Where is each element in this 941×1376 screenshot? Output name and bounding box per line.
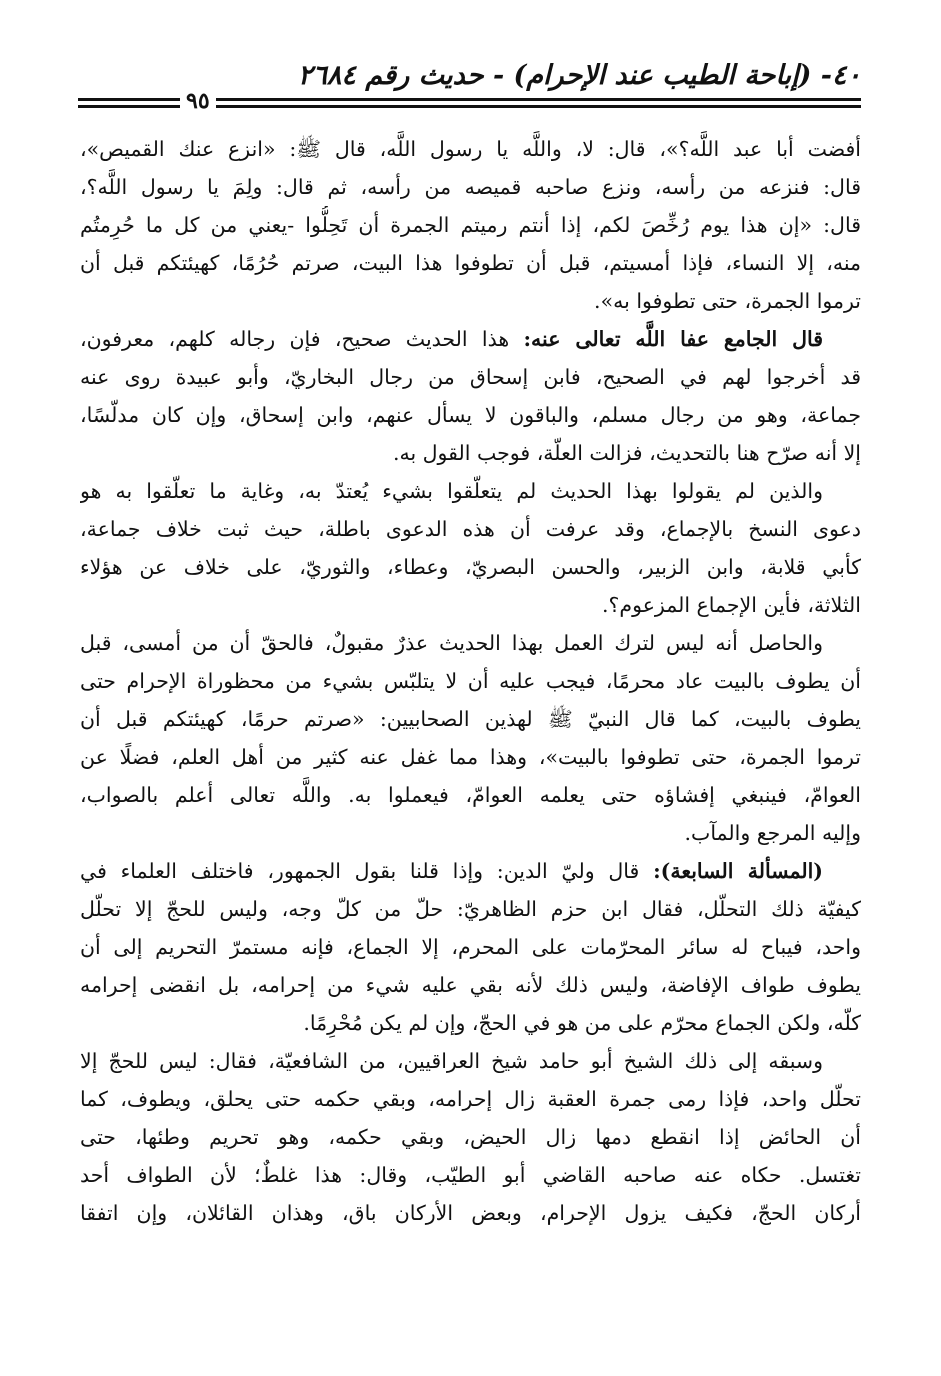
text-line <box>80 510 861 548</box>
line-text: أركان الحجّ، فكيف يزول الإحرام، وبعض الأركان باق، وهذان القائلان، وإن اتفقا <box>80 1201 861 1225</box>
text-line <box>80 472 861 510</box>
line-text: قال وليّ الدين: وإذا قلنا بقول الجمهور، فاختلف العلماء في <box>80 859 654 883</box>
text-line <box>80 548 861 586</box>
line-text: قال: «إن هذا يوم رُخِّصَ لكم، إذا أنتم رميتم الجمرة أن تَحِلُّوا -يعني من كل ما حُرِمتُم <box>80 213 861 237</box>
line-text: والذين لم يقولوا بهذا الحديث لم يتعلّقوا بشيء يُعتدّ به، وغاية ما تعلّقوا به هو <box>80 479 823 503</box>
text-line <box>80 244 861 282</box>
line-text: وإليه المرجع والمآب. <box>684 821 861 845</box>
text-line <box>80 738 861 776</box>
line-text: والحاصل أنه ليس لترك العمل بهذا الحديث عذرٌ مقبولٌ، فالحقّ أن من أمسى، قبل <box>80 631 823 655</box>
text-line <box>80 1194 861 1232</box>
line-text: أن يطوف بالبيت عاد محرمًا، فيجب عليه أن لا يتلبّس بشيء من محظوراة الإحرام حتى <box>80 669 861 693</box>
line-text: كأبي قلابة، وابن الزبير، والحسن البصريّ، وعطاء، والثوريّ، على خلاف عن هؤلاء <box>80 555 861 579</box>
running-title: ٤٠- (إباحة الطيب عند الإحرام) - حديث رقم ٢٦٨٤ <box>297 60 861 91</box>
page-header <box>78 60 861 114</box>
text-line <box>80 1080 861 1118</box>
text-line <box>80 586 861 624</box>
bold-heading: قال الجامع عفا اللَّه تعالى عنه: <box>523 327 824 351</box>
line-text: قد أخرجوا لهم في الصحيح، فابن إسحاق من رجال البخاريّ، وأبو عبيدة روى عنه <box>80 365 861 389</box>
line-text: تحلّل واحد، فإذا رمى جمرة العقبة زال إحرامه، وبقي حكمه حتى يحلق، ويطوف، كما <box>80 1087 861 1111</box>
line-text: العوامّ، فينبغي إفشاؤه حتى يعلمه العوامّ، فيعملوا به. واللَّه تعالى أعلم بالصواب، <box>80 783 861 807</box>
bold-heading: (المسألة السابعة): <box>653 859 823 883</box>
text-line <box>80 700 861 738</box>
text-line <box>80 1156 861 1194</box>
line-text: واحد، فيباح له سائر المحرّمات على المحرم، إلا الجماع، فإنه مستمرّ التحريم إلى أن <box>80 935 861 959</box>
line-text: كلّه، ولكن الجماع محرّم على من هو في الحجّ، وإن لم يكن مُحْرِمًا. <box>303 1011 861 1035</box>
line-text: ترموا الجمرة، حتى تطوفوا به». <box>594 289 861 313</box>
line-text: هذا الحديث صحيح، فإن رجاله كلهم، معرفون، <box>80 327 524 351</box>
text-line <box>80 282 861 320</box>
line-text: جماعة، وهو من رجال مسلم، والباقون لا يسأل عنهم، وابن إسحاق، وإن كان مدلّسًا، <box>80 403 861 427</box>
line-text: يطوف طواف الإفاضة، وليس ذلك لأنه بقي عليه شيء من إحرامه، بل انقضى إحرامه <box>80 973 861 997</box>
line-text: قال: فنزعه من رأسه، ونزع صاحبه قميصه من رأسه، ثم قال: ولِمَ يا رسول اللَّه؟، <box>80 175 861 199</box>
line-text: دعوى النسخ بالإجماع، وقد عرفت أن هذه الدعوى باطلة، حيث ثبت خلاف جماعة، <box>80 517 861 541</box>
text-line <box>80 624 861 662</box>
text-line <box>80 814 861 852</box>
text-line <box>80 662 861 700</box>
line-text: تغتسل. حكاه عنه صاحبه القاضي أبو الطيّب، وقال: هذا غلطٌ؛ لأن الطواف أحد <box>80 1163 861 1187</box>
text-line <box>80 168 861 206</box>
text-line <box>80 890 861 928</box>
text-line <box>80 928 861 966</box>
body-text <box>80 130 861 1232</box>
text-line <box>80 852 861 890</box>
text-line <box>80 434 861 472</box>
page-number: ٩٥ <box>180 88 216 114</box>
text-line <box>80 1042 861 1080</box>
line-text: أن الحائض إذا انقطع دمها زال الحيض، وبقي حكمه، وهو تحريم وطئها، حتى <box>80 1125 861 1149</box>
text-line <box>80 358 861 396</box>
text-line <box>80 966 861 1004</box>
text-line <box>80 1004 861 1042</box>
text-line <box>80 206 861 244</box>
line-text: كيفيّة ذلك التحلّل، فقال ابن حزم الظاهريّ: حلّ من كلّ وجه، وليس للحجّ إلا تحلّل <box>80 897 861 921</box>
line-text: أفضت أبا عبد اللَّه؟»، قال: لا، واللَّه يا رسول اللَّه، قال ﷺ: «انزع عنك القميص»، <box>80 137 861 161</box>
line-text: إلا أنه صرّح هنا بالتحديث، فزالت العلّة، فوجب القول به. <box>392 441 861 465</box>
text-line <box>80 776 861 814</box>
line-text: ترموا الجمرة، حتى تطوفوا بالبيت»، وهذا مما غفل عنه كثير من أهل العلم، فضلًا عن <box>80 745 861 769</box>
line-text: الثلاثة، فأين الإجماع المزعوم؟. <box>602 593 861 617</box>
text-line <box>80 130 861 168</box>
line-text: يطوف بالبيت، كما قال النبيّ ﷺ لهذين الصحابيين: «صرتم حرمًا، كهيئتكم قبل أن <box>80 707 861 731</box>
text-line <box>80 1118 861 1156</box>
line-text: منه، إلا النساء، فإذا أمسيتم، قبل أن تطوفوا هذا البيت، صرتم حُرُمًا، كهيئتكم قبل أن <box>80 251 861 275</box>
text-line <box>80 396 861 434</box>
text-line <box>80 320 861 358</box>
line-text: وسبقه إلى ذلك الشيخ أبو حامد شيخ العراقيين، من الشافعيّة، فقال: ليس للحجّ إلا <box>80 1049 823 1073</box>
